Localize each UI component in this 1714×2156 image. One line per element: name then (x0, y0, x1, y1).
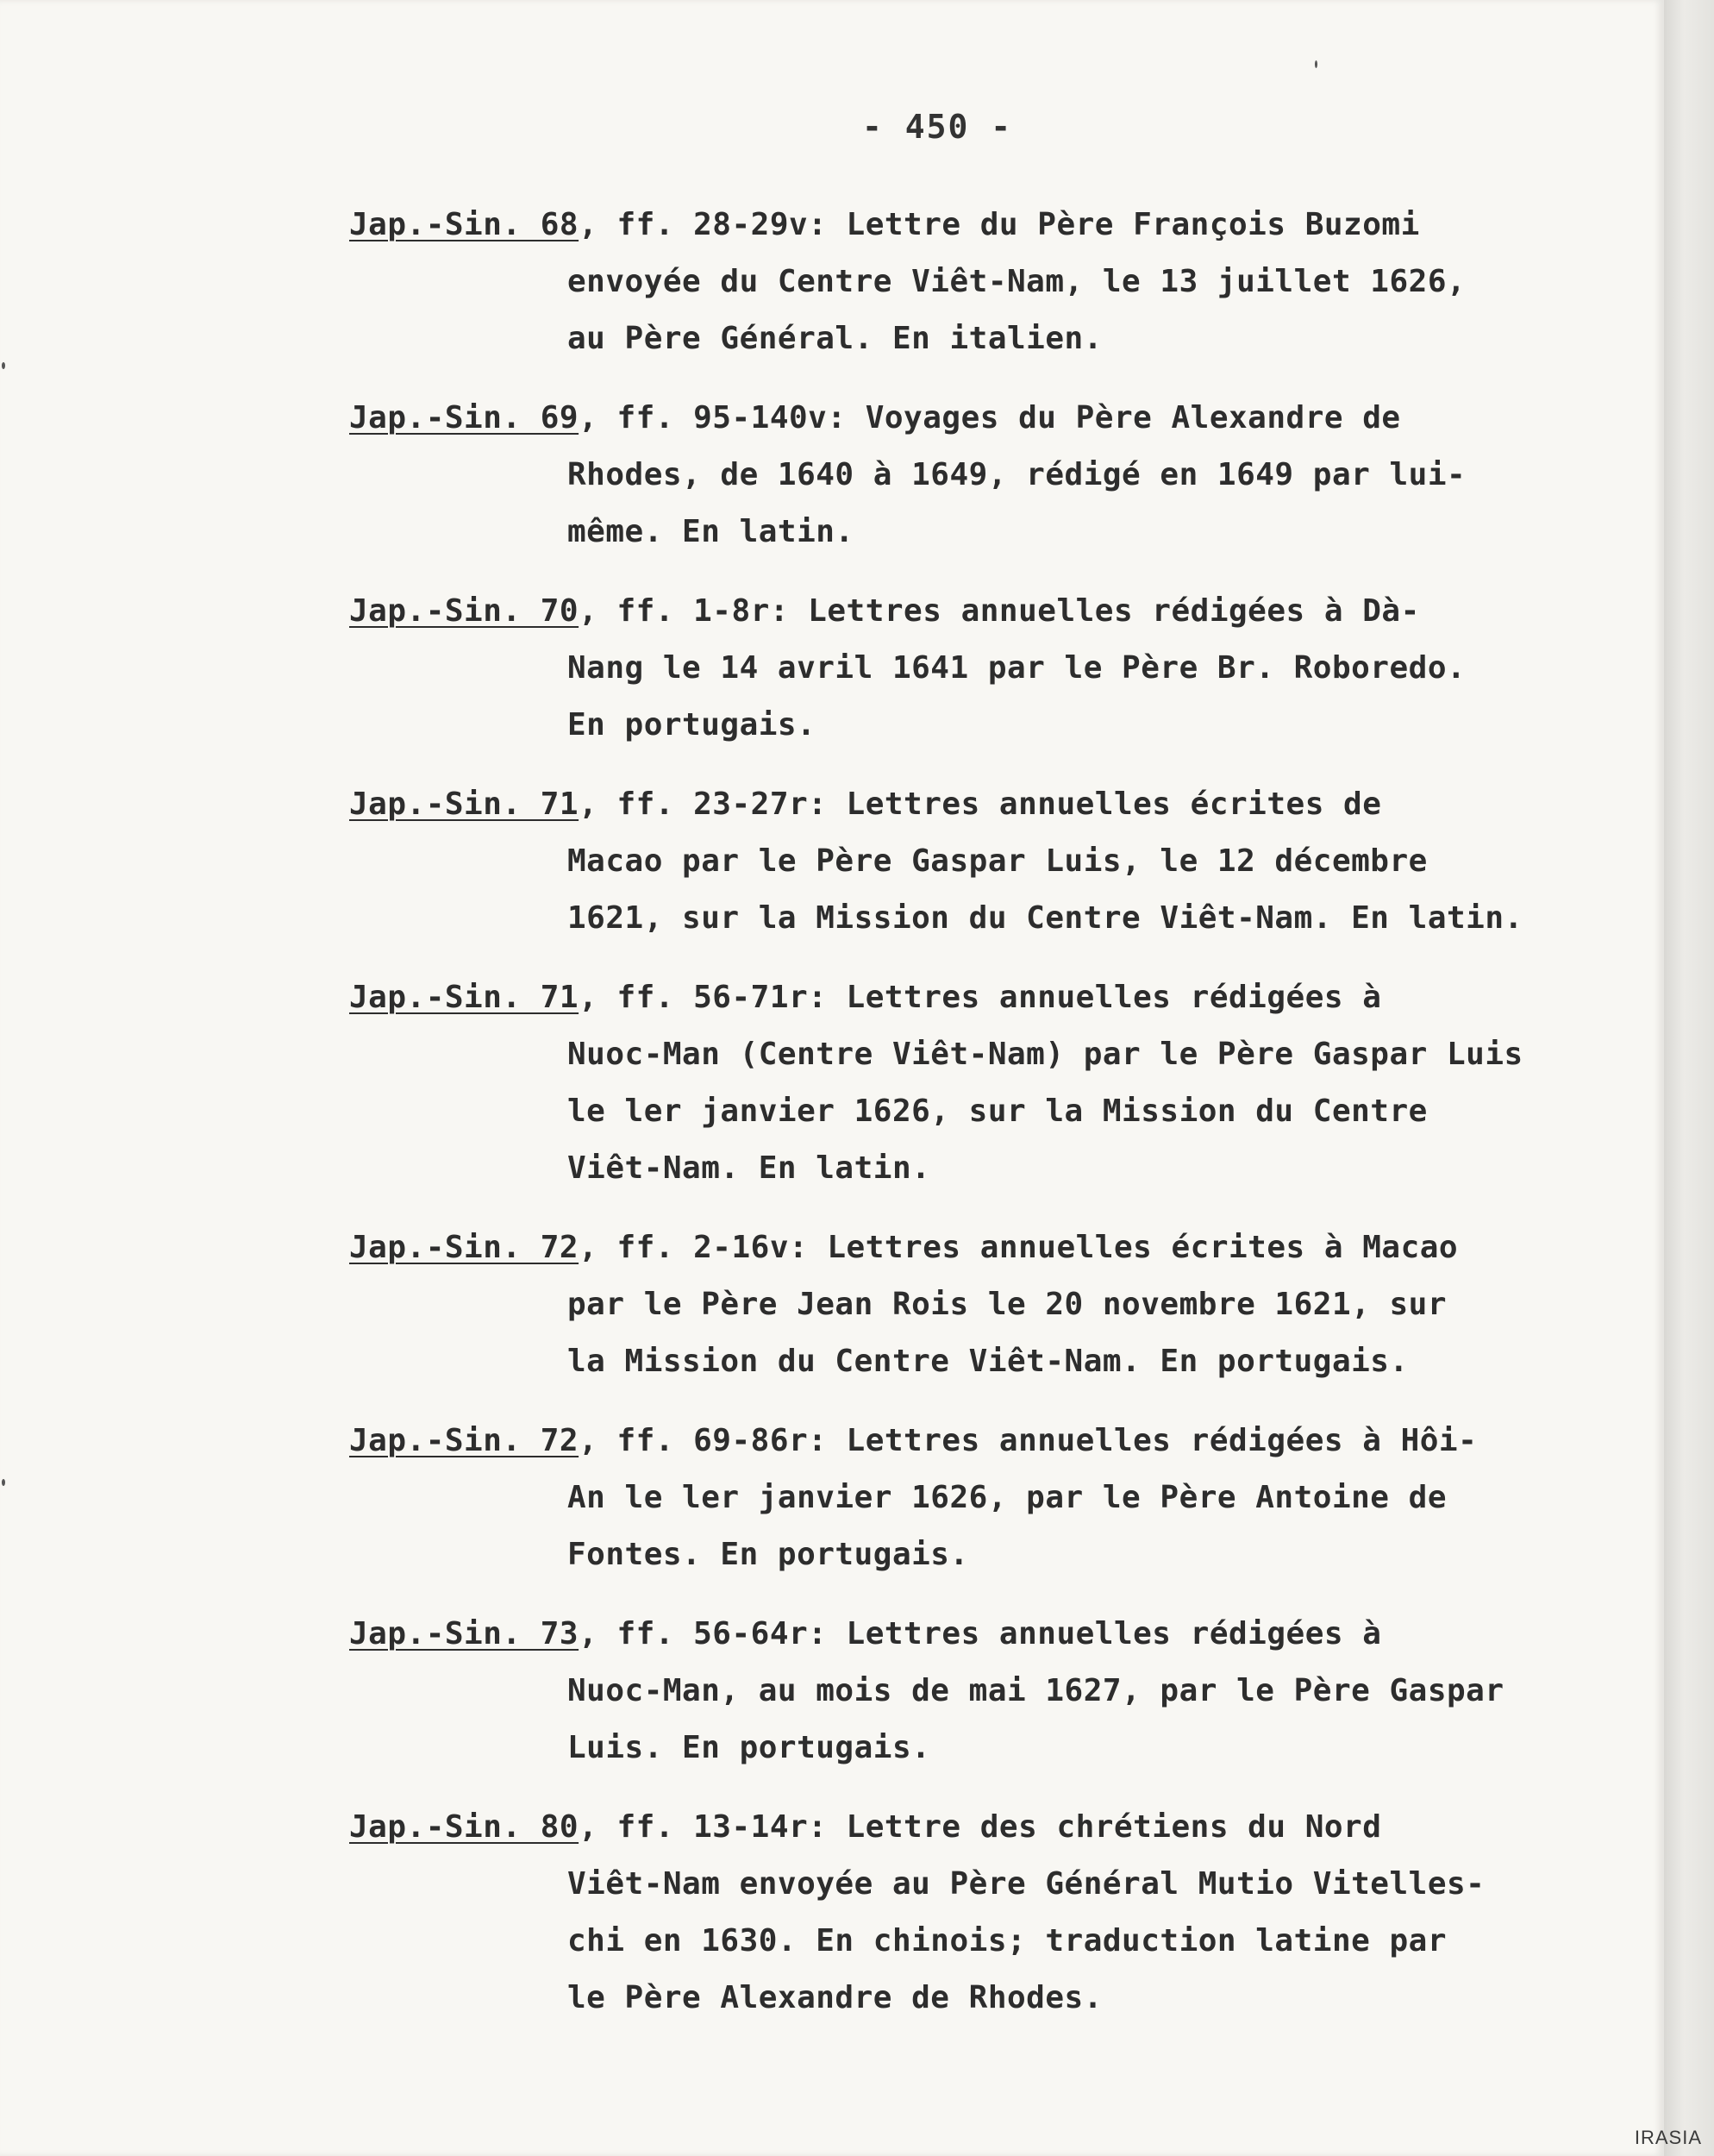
entry-continuation-line: au Père Général. En italien. (567, 321, 1103, 356)
catalog-entry (349, 1413, 1660, 1583)
archive-reference: Jap.-Sin. 73 (349, 1616, 579, 1651)
entry-continuation-line: la Mission du Centre Viêt-Nam. En portugais. (567, 1344, 1409, 1379)
archive-reference: Jap.-Sin. 70 (349, 593, 579, 629)
entry-first-line (349, 197, 1660, 254)
entry-continuation-line: Nang le 14 avril 1641 par le Père Br. Roboredo. (567, 650, 1467, 686)
entry-first-line (349, 390, 1660, 447)
entry-list (349, 197, 1660, 2049)
entry-first-line (349, 1219, 1660, 1276)
entry-continuation-line: Nuoc-Man, au mois de mai 1627, par le Père Gaspar (567, 1673, 1504, 1708)
archive-reference: Jap.-Sin. 71 (349, 980, 579, 1015)
entry-continuation-line: chi en 1630. En chinois; traduction latine par (567, 1923, 1447, 1959)
entry-description: , ff. 28-29v: Lettre du Père François Buzomi (579, 207, 1420, 242)
archive-reference: Jap.-Sin. 68 (349, 207, 579, 242)
catalog-entry (349, 583, 1660, 754)
entry-first-line (349, 969, 1660, 1026)
archive-reference: Jap.-Sin. 69 (349, 400, 579, 436)
entry-continuation-line: En portugais. (567, 707, 816, 743)
entry-continuation-line: Fontes. En portugais. (567, 1537, 969, 1572)
paper-speck (2, 1479, 5, 1486)
page-edge (1664, 0, 1714, 2156)
catalog-entry (349, 776, 1660, 947)
catalog-entry (349, 1219, 1660, 1390)
entry-continuation-line: Nuoc-Man (Centre Viêt-Nam) par le Père Gaspar Luis (567, 1037, 1523, 1072)
catalog-entry (349, 1799, 1660, 2027)
paper-speck (2, 362, 5, 369)
entry-continuation-line: Luis. En portugais. (567, 1730, 931, 1765)
entry-first-line (349, 1799, 1660, 1856)
catalog-entry (349, 1606, 1660, 1777)
catalog-entry (349, 390, 1660, 561)
entry-continuation-line: Rhodes, de 1640 à 1649, rédigé en 1649 par lui- (567, 457, 1467, 492)
archive-reference: Jap.-Sin. 71 (349, 787, 579, 822)
archive-reference: Jap.-Sin. 72 (349, 1423, 579, 1458)
entry-description: , ff. 13-14r: Lettre des chrétiens du Nord (579, 1809, 1382, 1845)
catalog-entry (349, 969, 1660, 1197)
entry-continuation-line: Viêt-Nam envoyée au Père Général Mutio Vitelles- (567, 1866, 1486, 1902)
entry-continuation-line: par le Père Jean Rois le 20 novembre 1621, sur (567, 1287, 1447, 1322)
catalog-entry (349, 197, 1660, 367)
entry-continuation-line: envoyée du Centre Viêt-Nam, le 13 juillet 1626, (567, 264, 1467, 299)
entry-continuation-line: même. En latin. (567, 514, 854, 549)
entry-description: , ff. 56-64r: Lettres annuelles rédigées à (579, 1616, 1382, 1651)
page-number: - 450 - (862, 108, 1013, 146)
entry-continuation-line: le Père Alexandre de Rhodes. (567, 1980, 1103, 2015)
entry-description: , ff. 95-140v: Voyages du Père Alexandre de (579, 400, 1401, 436)
entry-first-line (349, 583, 1660, 640)
entry-first-line (349, 776, 1660, 833)
entry-description: , ff. 56-71r: Lettres annuelles rédigées à (579, 980, 1382, 1015)
paper-speck (1315, 60, 1317, 68)
entry-continuation-line: Macao par le Père Gaspar Luis, le 12 décembre (567, 843, 1428, 879)
entry-continuation-line: 1621, sur la Mission du Centre Viêt-Nam. En latin. (567, 900, 1523, 936)
archive-reference: Jap.-Sin. 72 (349, 1230, 579, 1265)
archive-watermark: IRASIA (1634, 2127, 1702, 2148)
entry-description: , ff. 2-16v: Lettres annuelles écrites à Macao (579, 1230, 1459, 1265)
entry-first-line (349, 1413, 1660, 1470)
archive-reference: Jap.-Sin. 80 (349, 1809, 579, 1845)
entry-description: , ff. 69-86r: Lettres annuelles rédigées à Hôi- (579, 1423, 1478, 1458)
entry-continuation-line: le ler janvier 1626, sur la Mission du Centre (567, 1094, 1428, 1129)
entry-description: , ff. 1-8r: Lettres annuelles rédigées à Dà- (579, 593, 1420, 629)
entry-continuation-line: Viêt-Nam. En latin. (567, 1150, 931, 1186)
entry-first-line (349, 1606, 1660, 1663)
entry-continuation-line: An le ler janvier 1626, par le Père Antoine de (567, 1480, 1447, 1515)
entry-description: , ff. 23-27r: Lettres annuelles écrites de (579, 787, 1382, 822)
